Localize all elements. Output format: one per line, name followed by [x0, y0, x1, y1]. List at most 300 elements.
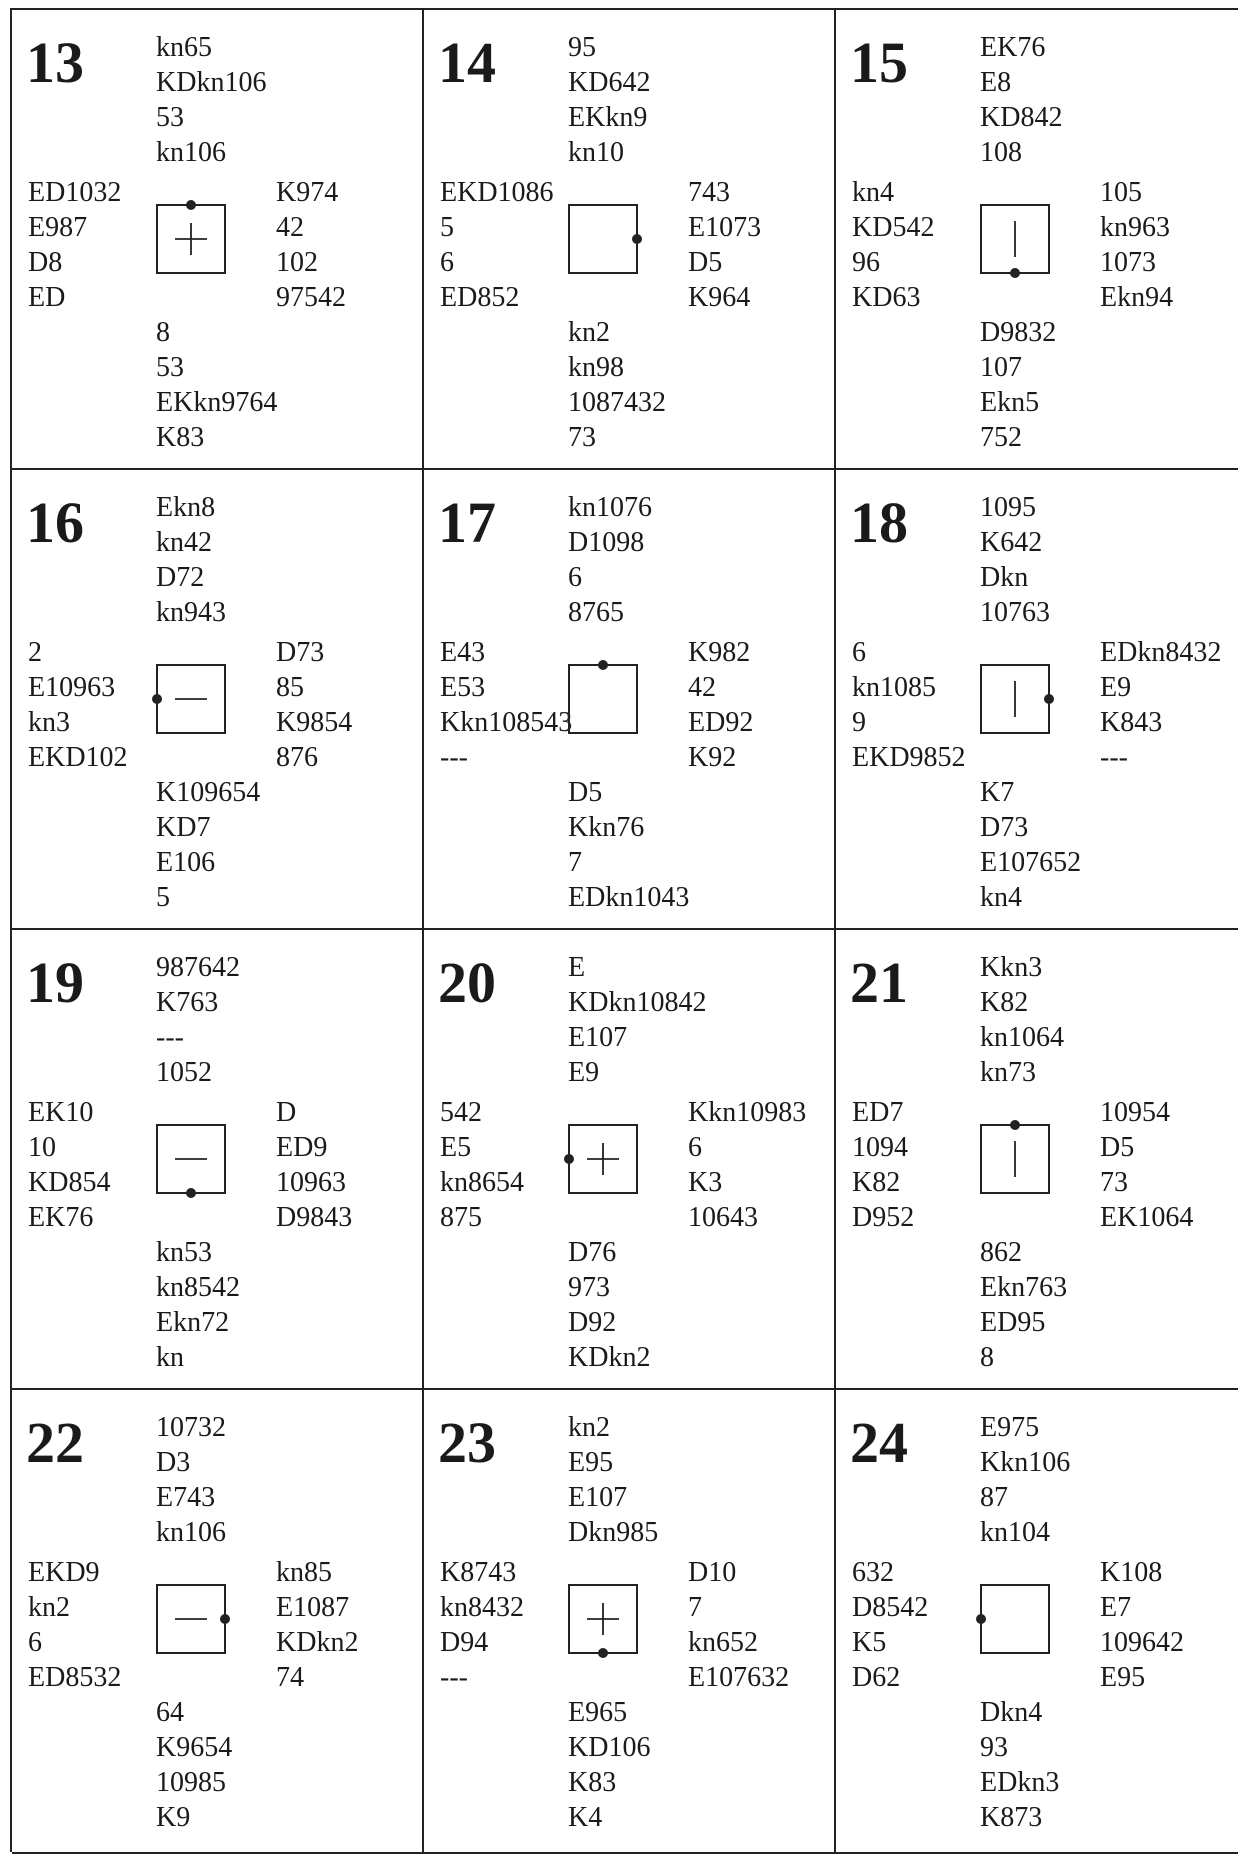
bottom-line: kn — [156, 1342, 184, 1373]
bottom-hand — [156, 315, 277, 455]
top-line: kn65 — [156, 32, 212, 63]
right-line: E9 — [1100, 672, 1132, 703]
diagram-number: 15 — [850, 30, 908, 95]
bottom-line: 73 — [568, 422, 596, 453]
left-line: E53 — [440, 672, 486, 703]
right-line: 42 — [688, 672, 716, 703]
top-line: KD642 — [568, 67, 651, 98]
left-line: 96 — [852, 247, 880, 278]
top-line: 10763 — [980, 597, 1050, 628]
bottom-line: kn8542 — [156, 1272, 240, 1303]
bottom-line: Kkn76 — [568, 812, 645, 843]
top-line: 6 — [568, 562, 582, 593]
top-line: 53 — [156, 102, 184, 133]
compass-box — [156, 1584, 226, 1654]
diagram-number: 16 — [26, 490, 84, 555]
bottom-line: 64 — [156, 1697, 184, 1728]
top-line: Ekn8 — [156, 492, 216, 523]
left-line: 2 — [28, 637, 42, 668]
bottom-line: 5 — [156, 882, 170, 913]
right-line: K964 — [688, 282, 751, 313]
left-line: 5 — [440, 212, 454, 243]
top-line: Kkn3 — [980, 952, 1043, 983]
diagram-number: 21 — [850, 950, 908, 1015]
left-line: kn1085 — [852, 672, 936, 703]
left-hand — [852, 1095, 914, 1235]
diagram-cell — [424, 470, 836, 930]
right-line: 10643 — [688, 1202, 758, 1233]
left-line: EK10 — [28, 1097, 94, 1128]
diagram-number: 17 — [438, 490, 496, 555]
top-line: kn10 — [568, 137, 624, 168]
left-line: 632 — [852, 1557, 894, 1588]
top-line: KDkn106 — [156, 67, 267, 98]
right-line: 109642 — [1100, 1627, 1184, 1658]
left-line: 6 — [852, 637, 866, 668]
right-line: K3 — [688, 1167, 723, 1198]
right-line: EK1064 — [1100, 1202, 1194, 1233]
top-hand — [156, 1410, 226, 1550]
bottom-line: 8 — [156, 317, 170, 348]
right-line: 7 — [688, 1592, 702, 1623]
left-line: kn8654 — [440, 1167, 524, 1198]
board-grid — [10, 8, 1238, 1852]
top-line: kn104 — [980, 1517, 1050, 1548]
left-hand — [28, 1555, 121, 1695]
bottom-line: K4 — [568, 1802, 603, 1833]
right-line: 85 — [276, 672, 304, 703]
bottom-line: D92 — [568, 1307, 617, 1338]
bottom-hand — [156, 775, 260, 915]
right-line: D9843 — [276, 1202, 353, 1233]
diagram-cell — [836, 10, 1238, 470]
bottom-line: EDkn3 — [980, 1767, 1060, 1798]
top-line: kn42 — [156, 527, 212, 558]
right-line: 10963 — [276, 1167, 346, 1198]
bottom-line: EDkn1043 — [568, 882, 690, 913]
top-line: E107 — [568, 1022, 628, 1053]
left-line: ED1032 — [28, 177, 122, 208]
dealer-dot-icon — [564, 1154, 574, 1164]
right-line: Kkn10983 — [688, 1097, 807, 1128]
bottom-line: 973 — [568, 1272, 610, 1303]
compass-box — [980, 1124, 1050, 1194]
diagram-number: 19 — [26, 950, 84, 1015]
vertical-mark-icon — [982, 1126, 1048, 1192]
left-line: kn8432 — [440, 1592, 524, 1623]
compass-box — [980, 1584, 1050, 1654]
top-line: --- — [156, 1022, 184, 1053]
diagram-number: 13 — [26, 30, 84, 95]
top-hand — [156, 490, 226, 630]
bottom-hand — [980, 1235, 1067, 1375]
left-line: KD854 — [28, 1167, 111, 1198]
left-line: 10 — [28, 1132, 56, 1163]
dealer-dot-icon — [1010, 268, 1020, 278]
bottom-line: 10985 — [156, 1767, 226, 1798]
bottom-line: EKkn9764 — [156, 387, 278, 418]
bottom-hand — [156, 1695, 232, 1835]
right-line: ED9 — [276, 1132, 328, 1163]
bottom-line: ED95 — [980, 1307, 1046, 1338]
right-line: K982 — [688, 637, 751, 668]
diagram-number: 20 — [438, 950, 496, 1015]
bottom-hand — [568, 1235, 650, 1375]
left-line: E987 — [28, 212, 88, 243]
left-line: E5 — [440, 1132, 472, 1163]
horizontal-mark-icon — [158, 1126, 224, 1192]
left-line: ED8532 — [28, 1662, 122, 1693]
top-line: 987642 — [156, 952, 240, 983]
right-hand — [1100, 1095, 1193, 1235]
top-line: D3 — [156, 1447, 191, 1478]
left-line: EK76 — [28, 1202, 94, 1233]
diagram-number: 22 — [26, 1410, 84, 1475]
left-hand — [28, 1095, 110, 1235]
bottom-line: Dkn4 — [980, 1697, 1043, 1728]
bottom-line: Ekn763 — [980, 1272, 1068, 1303]
top-line: EK76 — [980, 32, 1046, 63]
left-line: KD542 — [852, 212, 935, 243]
diagram-number: 14 — [438, 30, 496, 95]
plus-mark-icon — [570, 1586, 636, 1652]
left-line: 9 — [852, 707, 866, 738]
none-mark-icon — [982, 1586, 1048, 1652]
top-line: kn943 — [156, 597, 226, 628]
bottom-line: 862 — [980, 1237, 1022, 1268]
diagram-cell — [424, 1390, 836, 1854]
right-hand — [688, 175, 761, 315]
dealer-dot-icon — [220, 1614, 230, 1624]
top-line: kn106 — [156, 137, 226, 168]
right-line: K108 — [1100, 1557, 1163, 1588]
compass-box — [156, 204, 226, 274]
right-hand — [276, 1095, 352, 1235]
right-line: E1087 — [276, 1592, 350, 1623]
left-hand — [440, 175, 554, 315]
left-line: EKD9852 — [852, 742, 966, 773]
left-line: D8542 — [852, 1592, 929, 1623]
left-line: KD63 — [852, 282, 921, 313]
diagram-cell — [836, 470, 1238, 930]
none-mark-icon — [570, 666, 636, 732]
top-line: K82 — [980, 987, 1029, 1018]
top-hand — [156, 950, 240, 1090]
top-hand — [980, 490, 1050, 630]
left-line: K8743 — [440, 1557, 517, 1588]
right-line: K9854 — [276, 707, 353, 738]
top-hand — [568, 30, 650, 170]
none-mark-icon — [570, 206, 636, 272]
bottom-line: KDkn2 — [568, 1342, 651, 1373]
right-hand — [1100, 635, 1221, 775]
vertical-mark-icon — [982, 206, 1048, 272]
left-line: 875 — [440, 1202, 482, 1233]
left-line: 6 — [28, 1627, 42, 1658]
vertical-mark-icon — [982, 666, 1048, 732]
bottom-line: D73 — [980, 812, 1029, 843]
right-line: kn652 — [688, 1627, 758, 1658]
left-hand — [440, 1095, 524, 1235]
bottom-line: K83 — [568, 1767, 617, 1798]
left-line: kn3 — [28, 707, 70, 738]
right-hand — [1100, 1555, 1184, 1695]
top-line: kn73 — [980, 1057, 1036, 1088]
bottom-line: K83 — [156, 422, 205, 453]
top-line: E975 — [980, 1412, 1040, 1443]
left-line: Kkn108543 — [440, 707, 573, 738]
top-line: EKkn9 — [568, 102, 648, 133]
bottom-hand — [980, 315, 1056, 455]
diagram-cell — [12, 930, 424, 1390]
left-hand — [440, 1555, 524, 1695]
top-line: Dkn — [980, 562, 1029, 593]
horizontal-mark-icon — [158, 1586, 224, 1652]
bottom-line: KD7 — [156, 812, 211, 843]
right-hand — [276, 1555, 358, 1695]
top-line: E107 — [568, 1482, 628, 1513]
top-hand — [980, 950, 1064, 1090]
diagram-number: 24 — [850, 1410, 908, 1475]
left-line: EKD102 — [28, 742, 128, 773]
left-line: D62 — [852, 1662, 901, 1693]
top-line: K642 — [980, 527, 1043, 558]
top-line: 10732 — [156, 1412, 226, 1443]
top-line: K763 — [156, 987, 219, 1018]
bottom-line: 1087432 — [568, 387, 666, 418]
right-line: K92 — [688, 742, 737, 773]
top-line: kn1064 — [980, 1022, 1064, 1053]
right-line: E107632 — [688, 1662, 790, 1693]
bottom-line: kn53 — [156, 1237, 212, 1268]
compass-box — [980, 664, 1050, 734]
right-line: 10954 — [1100, 1097, 1170, 1128]
top-line: kn106 — [156, 1517, 226, 1548]
left-hand — [28, 175, 121, 315]
left-line: E10963 — [28, 672, 116, 703]
right-line: EDkn8432 — [1100, 637, 1222, 668]
diagram-number: 18 — [850, 490, 908, 555]
bottom-line: 7 — [568, 847, 582, 878]
dealer-dot-icon — [976, 1614, 986, 1624]
dealer-dot-icon — [186, 200, 196, 210]
top-line: D72 — [156, 562, 205, 593]
right-hand — [688, 635, 753, 775]
right-line: D — [276, 1097, 297, 1128]
right-line: Ekn94 — [1100, 282, 1174, 313]
left-line: K5 — [852, 1627, 887, 1658]
right-line: K843 — [1100, 707, 1163, 738]
top-hand — [980, 1410, 1070, 1550]
bottom-line: KD106 — [568, 1732, 651, 1763]
bottom-line: E107652 — [980, 847, 1082, 878]
left-hand — [852, 1555, 928, 1695]
left-hand — [852, 175, 934, 315]
right-line: 73 — [1100, 1167, 1128, 1198]
top-line: Kkn106 — [980, 1447, 1071, 1478]
top-line: 8765 — [568, 597, 624, 628]
bottom-line: 752 — [980, 422, 1022, 453]
top-line: 108 — [980, 137, 1022, 168]
dealer-dot-icon — [632, 234, 642, 244]
right-line: 743 — [688, 177, 730, 208]
bottom-line: Ekn72 — [156, 1307, 230, 1338]
left-line: 1094 — [852, 1132, 908, 1163]
right-hand — [688, 1095, 806, 1235]
top-line: E743 — [156, 1482, 216, 1513]
right-line: 97542 — [276, 282, 346, 313]
right-line: D5 — [688, 247, 723, 278]
left-line: 6 — [440, 247, 454, 278]
top-line: kn1076 — [568, 492, 652, 523]
plus-mark-icon — [158, 206, 224, 272]
diagram-cell — [836, 930, 1238, 1390]
bottom-line: E106 — [156, 847, 216, 878]
compass-box — [156, 664, 226, 734]
dealer-dot-icon — [1044, 694, 1054, 704]
plus-mark-icon — [570, 1126, 636, 1192]
top-line: E9 — [568, 1057, 600, 1088]
top-line: E — [568, 952, 586, 983]
left-hand — [440, 635, 572, 775]
bottom-line: kn4 — [980, 882, 1022, 913]
right-hand — [276, 635, 352, 775]
left-line: K82 — [852, 1167, 901, 1198]
dealer-dot-icon — [186, 1188, 196, 1198]
left-line: --- — [440, 742, 468, 773]
top-line: E95 — [568, 1447, 614, 1478]
compass-box — [568, 1124, 638, 1194]
bottom-line: K9 — [156, 1802, 191, 1833]
bottom-line: 8 — [980, 1342, 994, 1373]
bottom-hand — [980, 775, 1081, 915]
top-line: 95 — [568, 32, 596, 63]
top-line: KD842 — [980, 102, 1063, 133]
top-hand — [156, 30, 266, 170]
right-line: E1073 — [688, 212, 762, 243]
top-hand — [568, 1410, 658, 1550]
bottom-line: Ekn5 — [980, 387, 1040, 418]
top-hand — [568, 490, 652, 630]
right-line: 42 — [276, 212, 304, 243]
right-hand — [276, 175, 346, 315]
left-line: EKD1086 — [440, 177, 554, 208]
bottom-line: K9654 — [156, 1732, 233, 1763]
right-line: E95 — [1100, 1662, 1146, 1693]
left-line: kn4 — [852, 177, 894, 208]
top-line: 1095 — [980, 492, 1036, 523]
bottom-line: K109654 — [156, 777, 261, 808]
right-hand — [688, 1555, 789, 1695]
right-line: D5 — [1100, 1132, 1135, 1163]
right-line: 74 — [276, 1662, 304, 1693]
diagram-cell — [12, 10, 424, 470]
right-line: --- — [1100, 742, 1128, 773]
right-line: 876 — [276, 742, 318, 773]
left-line: EKD9 — [28, 1557, 100, 1588]
bottom-line: K873 — [980, 1802, 1043, 1833]
compass-box — [156, 1124, 226, 1194]
right-line: K974 — [276, 177, 339, 208]
dealer-dot-icon — [598, 1648, 608, 1658]
bottom-hand — [568, 1695, 650, 1835]
top-line: 1052 — [156, 1057, 212, 1088]
bottom-line: 53 — [156, 352, 184, 383]
bottom-line: 93 — [980, 1732, 1008, 1763]
left-line: ED — [28, 282, 66, 313]
left-line: --- — [440, 1662, 468, 1693]
left-line: ED852 — [440, 282, 520, 313]
top-line: KDkn10842 — [568, 987, 707, 1018]
dealer-dot-icon — [1010, 1120, 1020, 1130]
left-line: 542 — [440, 1097, 482, 1128]
top-line: 87 — [980, 1482, 1008, 1513]
left-line: D8 — [28, 247, 63, 278]
diagram-cell — [836, 1390, 1238, 1854]
left-line: ED7 — [852, 1097, 904, 1128]
dealer-dot-icon — [598, 660, 608, 670]
diagram-cell — [424, 10, 836, 470]
left-line: D952 — [852, 1202, 915, 1233]
right-line: ED92 — [688, 707, 754, 738]
diagram-cell — [12, 470, 424, 930]
compass-box — [568, 664, 638, 734]
top-hand — [568, 950, 706, 1090]
diagram-cell — [424, 930, 836, 1390]
bottom-line: D9832 — [980, 317, 1057, 348]
diagram-cell — [12, 1390, 424, 1854]
compass-box — [568, 204, 638, 274]
bottom-hand — [568, 315, 666, 455]
right-hand — [1100, 175, 1173, 315]
left-hand — [28, 635, 128, 775]
right-line: D10 — [688, 1557, 737, 1588]
bottom-hand — [568, 775, 689, 915]
right-line: 105 — [1100, 177, 1142, 208]
right-line: KDkn2 — [276, 1627, 359, 1658]
compass-box — [980, 204, 1050, 274]
bottom-line: E965 — [568, 1697, 628, 1728]
right-line: D73 — [276, 637, 325, 668]
left-line: kn2 — [28, 1592, 70, 1623]
top-line: Dkn985 — [568, 1517, 659, 1548]
bottom-line: 107 — [980, 352, 1022, 383]
right-line: 1073 — [1100, 247, 1156, 278]
bottom-line: D76 — [568, 1237, 617, 1268]
bottom-line: kn98 — [568, 352, 624, 383]
top-line: kn2 — [568, 1412, 610, 1443]
bottom-line: kn2 — [568, 317, 610, 348]
top-hand — [980, 30, 1062, 170]
right-line: kn963 — [1100, 212, 1170, 243]
right-line: 102 — [276, 247, 318, 278]
right-line: 6 — [688, 1132, 702, 1163]
top-line: D1098 — [568, 527, 645, 558]
horizontal-mark-icon — [158, 666, 224, 732]
right-line: kn85 — [276, 1557, 332, 1588]
right-line: E7 — [1100, 1592, 1132, 1623]
diagram-number: 23 — [438, 1410, 496, 1475]
left-line: D94 — [440, 1627, 489, 1658]
bottom-line: D5 — [568, 777, 603, 808]
dealer-dot-icon — [152, 694, 162, 704]
top-line: E8 — [980, 67, 1012, 98]
left-line: E43 — [440, 637, 486, 668]
bottom-hand — [156, 1235, 240, 1375]
bottom-hand — [980, 1695, 1059, 1835]
left-hand — [852, 635, 966, 775]
bottom-line: K7 — [980, 777, 1015, 808]
